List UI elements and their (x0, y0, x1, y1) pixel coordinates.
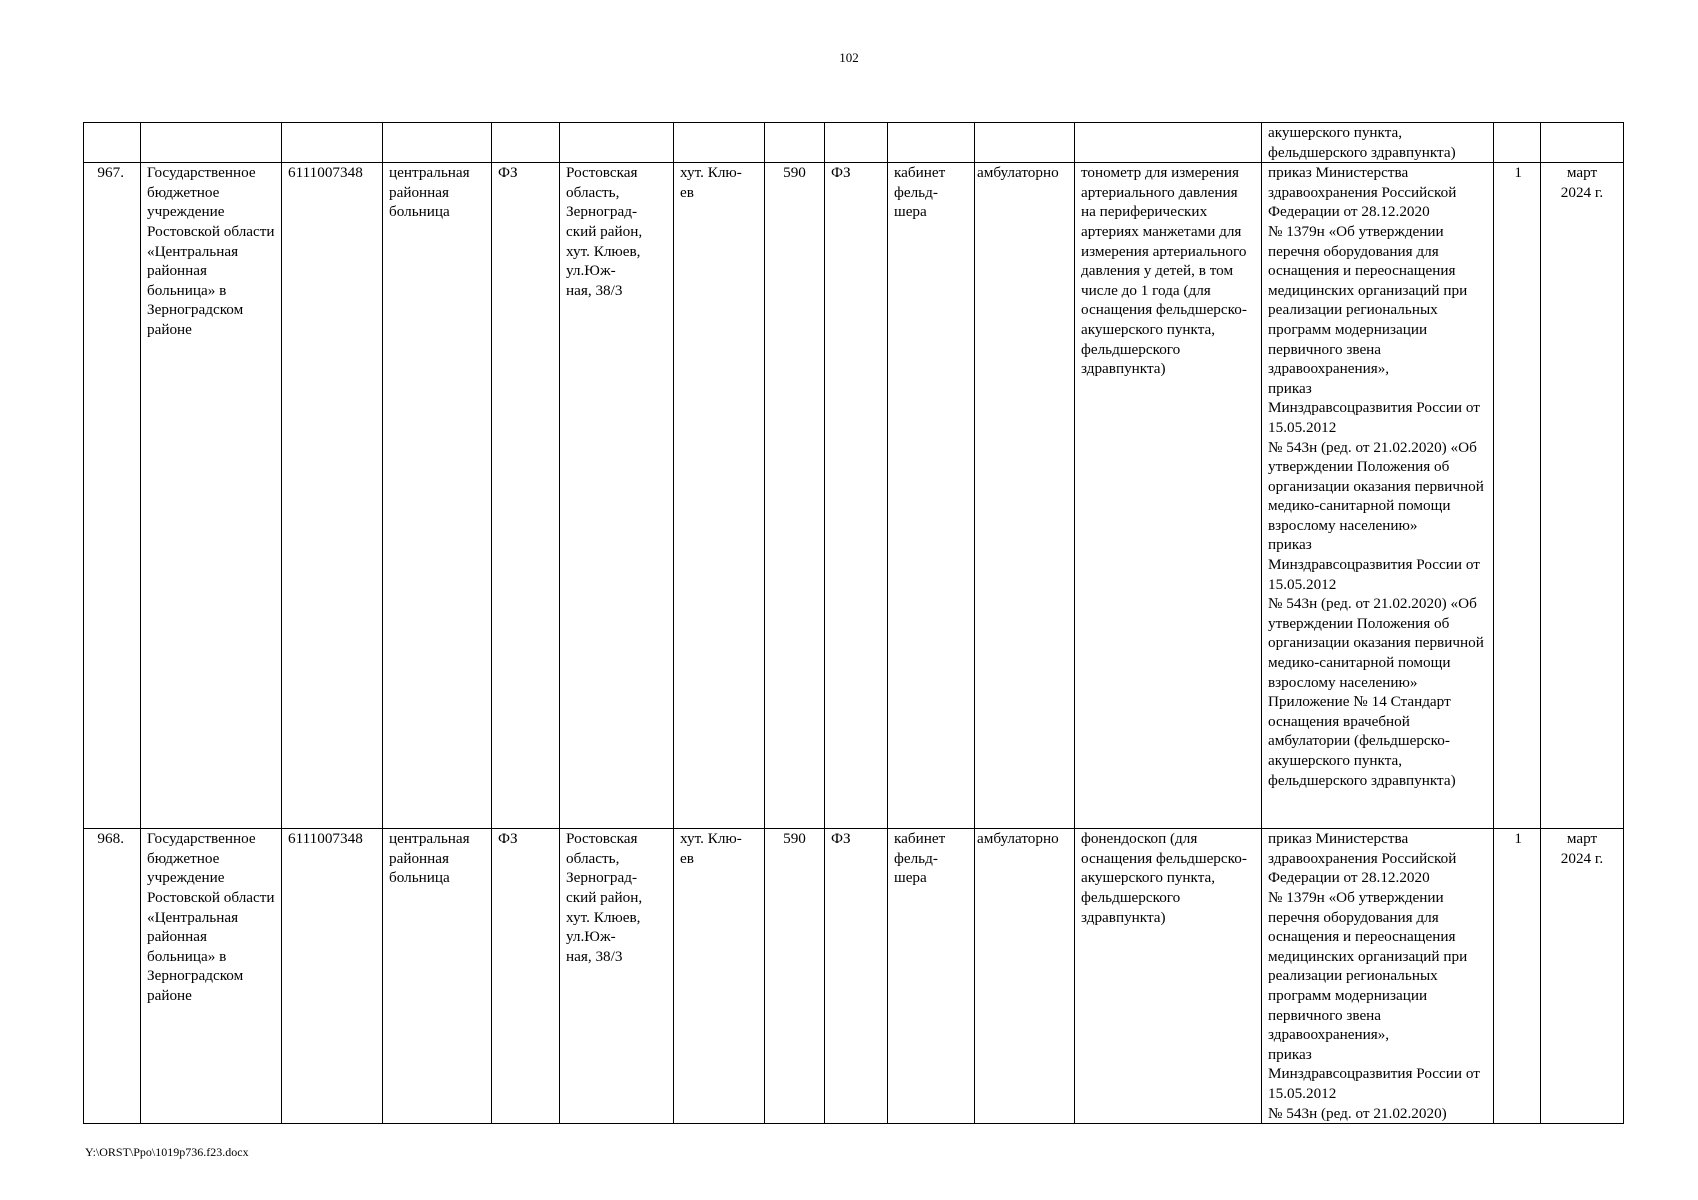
row-number: 968. (84, 829, 141, 1124)
cell (1494, 123, 1541, 163)
date: март 2024 г. (1541, 829, 1624, 1124)
organization: Государственное бюджетное учреждение Ростовской области «Центральная районная больница» в Зерноградском районе (141, 163, 282, 829)
unit: ФЗ (825, 829, 888, 1124)
table-row (84, 163, 1624, 829)
equipment: фонендоскоп (для оснащения фельдшерско-акушерского пункта, фельдшерского здравпункта) (1075, 829, 1262, 1124)
cell (1075, 123, 1262, 163)
continuation-basis: акушерского пункта, фельдшерского здравпункта) (1262, 123, 1494, 163)
file-path-footer: Y:\ORST\Ppo\1019p736.f23.docx (85, 1145, 249, 1159)
mode: амбулаторно (975, 829, 1075, 1124)
cell (1541, 123, 1624, 163)
cell (492, 123, 560, 163)
population: 590 (765, 163, 825, 829)
cell (825, 123, 888, 163)
cell (975, 123, 1075, 163)
equipment: тонометр для измерения артериального давления на периферических артериях манжетами для измерения артериального давления у детей, в том числе до 1 года (для оснащения фельдшерско-акушерского пункта, фельдшерского здравпункта) (1075, 163, 1262, 829)
room: кабинет фельд- шера (888, 829, 975, 1124)
cell (765, 123, 825, 163)
cell (674, 123, 765, 163)
basis: приказ Министерства здравоохранения Российской Федерации от 28.12.2020 № 1379н «Об утверждении перечня оборудования для оснащения и переоснащения медицинских организаций при реализации региональных программ модернизации первичного звена здравоохранения», приказ Минздравсоцразвития России от 15.05.2012 № 543н (ред. от 21.02.2020) (1262, 829, 1494, 1124)
mode: амбулаторно (975, 163, 1075, 829)
locality: хут. Клю- ев (674, 829, 765, 1124)
table-row (84, 829, 1624, 1124)
locality: хут. Клю- ев (674, 163, 765, 829)
cell (84, 123, 141, 163)
cell (383, 123, 492, 163)
date: март 2024 г. (1541, 163, 1624, 829)
unit: ФЗ (825, 163, 888, 829)
cell (282, 123, 383, 163)
kind: ФЗ (492, 163, 560, 829)
cell (560, 123, 674, 163)
address: Ростовская область, Зерноград- ский район, хут. Клюев, ул.Юж- ная, 38/3 (560, 163, 674, 829)
inn: 6111007348 (282, 163, 383, 829)
cell (888, 123, 975, 163)
continuation-row (84, 123, 1624, 163)
row-number: 967. (84, 163, 141, 829)
population: 590 (765, 829, 825, 1124)
quantity: 1 (1494, 829, 1541, 1124)
equipment-table (83, 122, 1624, 1124)
cell (141, 123, 282, 163)
quantity: 1 (1494, 163, 1541, 829)
org-type: центральная районная больница (383, 163, 492, 829)
inn: 6111007348 (282, 829, 383, 1124)
kind: ФЗ (492, 829, 560, 1124)
organization: Государственное бюджетное учреждение Ростовской области «Центральная районная больница» в Зерноградском районе (141, 829, 282, 1124)
page-number: 102 (839, 50, 859, 65)
address: Ростовская область, Зерноград- ский район, хут. Клюев, ул.Юж- ная, 38/3 (560, 829, 674, 1124)
org-type: центральная районная больница (383, 829, 492, 1124)
basis: приказ Министерства здравоохранения Российской Федерации от 28.12.2020 № 1379н «Об утверждении перечня оборудования для оснащения и переоснащения медицинских организаций при реализации региональных программ модернизации первичного звена здравоохранения», приказ Минздравсоцразвития России от 15.05.2012 № 543н (ред. от 21.02.2020) «Об утверждении Положения об организации оказания первичной медико-санитарной помощи взрослому населению» приказ Минздравсоцразвития России от 15.05.2012 № 543н (ред. от 21.02.2020) «Об утверждении Положения об организации оказания первичной медико-санитарной помощи взрослому населению» Приложение № 14 Стандарт оснащения врачебной амбулатории (фельдшерско-акушерского пункта, фельдшерского здравпункта) (1262, 163, 1494, 829)
room: кабинет фельд- шера (888, 163, 975, 829)
